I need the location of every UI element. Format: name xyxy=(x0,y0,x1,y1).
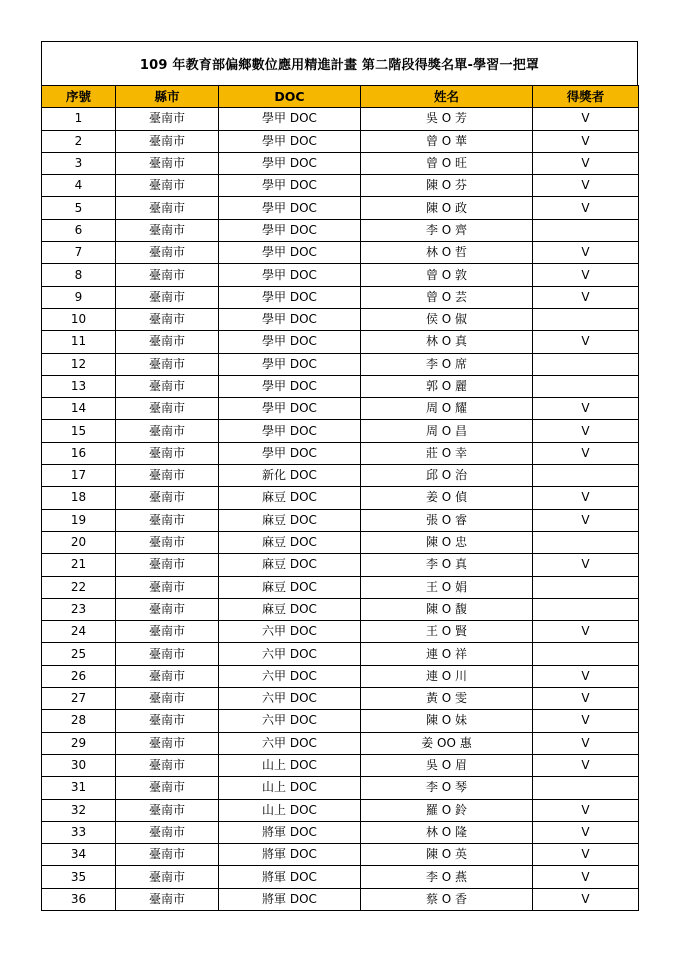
cell-name: 周 O 耀 xyxy=(361,398,533,420)
cell-winner-mark xyxy=(533,219,639,241)
cell-index: 20 xyxy=(42,531,116,553)
cell-winner-mark xyxy=(533,353,639,375)
cell-index: 22 xyxy=(42,576,116,598)
cell-index: 19 xyxy=(42,509,116,531)
table-row xyxy=(42,398,639,420)
cell-county: 臺南市 xyxy=(116,308,219,330)
cell-doc: 麻豆 DOC xyxy=(219,531,361,553)
cell-doc: 學甲 DOC xyxy=(219,375,361,397)
table-row xyxy=(42,732,639,754)
cell-doc: 麻豆 DOC xyxy=(219,554,361,576)
cell-index: 6 xyxy=(42,219,116,241)
cell-doc: 學甲 DOC xyxy=(219,398,361,420)
cell-winner-mark xyxy=(533,375,639,397)
table-row xyxy=(42,888,639,910)
cell-name: 曾 O 旺 xyxy=(361,152,533,174)
cell-county: 臺南市 xyxy=(116,130,219,152)
cell-county: 臺南市 xyxy=(116,888,219,910)
cell-doc: 山上 DOC xyxy=(219,799,361,821)
cell-winner-mark: V xyxy=(533,398,639,420)
cell-index: 29 xyxy=(42,732,116,754)
cell-winner-mark: V xyxy=(533,688,639,710)
cell-name: 陳 O 芬 xyxy=(361,175,533,197)
table-row xyxy=(42,598,639,620)
cell-doc: 山上 DOC xyxy=(219,754,361,776)
cell-name: 黃 O 雯 xyxy=(361,688,533,710)
table-body xyxy=(42,108,639,911)
award-table xyxy=(41,85,639,911)
cell-doc: 麻豆 DOC xyxy=(219,487,361,509)
table-row xyxy=(42,777,639,799)
cell-doc: 六甲 DOC xyxy=(219,688,361,710)
cell-doc: 學甲 DOC xyxy=(219,175,361,197)
table-header-row xyxy=(42,86,639,108)
cell-name: 陳 O 忠 xyxy=(361,531,533,553)
cell-winner-mark: V xyxy=(533,264,639,286)
cell-doc: 學甲 DOC xyxy=(219,286,361,308)
header-county: 縣市 xyxy=(116,86,219,108)
table-row xyxy=(42,465,639,487)
cell-index: 10 xyxy=(42,308,116,330)
table-row xyxy=(42,420,639,442)
table-row xyxy=(42,308,639,330)
cell-county: 臺南市 xyxy=(116,375,219,397)
cell-name: 吳 O 眉 xyxy=(361,754,533,776)
cell-doc: 學甲 DOC xyxy=(219,152,361,174)
cell-county: 臺南市 xyxy=(116,821,219,843)
cell-doc: 六甲 DOC xyxy=(219,621,361,643)
cell-name: 陳 O 馥 xyxy=(361,598,533,620)
cell-name: 連 O 川 xyxy=(361,665,533,687)
cell-winner-mark: V xyxy=(533,152,639,174)
cell-county: 臺南市 xyxy=(116,152,219,174)
table-row xyxy=(42,509,639,531)
cell-index: 14 xyxy=(42,398,116,420)
cell-doc: 山上 DOC xyxy=(219,777,361,799)
cell-name: 林 O 隆 xyxy=(361,821,533,843)
cell-doc: 學甲 DOC xyxy=(219,308,361,330)
cell-index: 8 xyxy=(42,264,116,286)
cell-name: 曾 O 芸 xyxy=(361,286,533,308)
table-row xyxy=(42,710,639,732)
cell-doc: 將軍 DOC xyxy=(219,821,361,843)
table-row xyxy=(42,219,639,241)
cell-doc: 學甲 DOC xyxy=(219,242,361,264)
cell-county: 臺南市 xyxy=(116,175,219,197)
cell-winner-mark: V xyxy=(533,175,639,197)
table-row xyxy=(42,487,639,509)
table-row xyxy=(42,375,639,397)
cell-winner-mark: V xyxy=(533,554,639,576)
cell-county: 臺南市 xyxy=(116,487,219,509)
cell-index: 28 xyxy=(42,710,116,732)
table-row xyxy=(42,621,639,643)
table-row xyxy=(42,754,639,776)
cell-index: 13 xyxy=(42,375,116,397)
cell-index: 7 xyxy=(42,242,116,264)
header-winner: 得獎者 xyxy=(533,86,639,108)
table-row xyxy=(42,286,639,308)
cell-name: 姜 O 偵 xyxy=(361,487,533,509)
table-row xyxy=(42,264,639,286)
cell-doc: 麻豆 DOC xyxy=(219,509,361,531)
cell-name: 姜 OO 惠 xyxy=(361,732,533,754)
cell-county: 臺南市 xyxy=(116,598,219,620)
cell-winner-mark: V xyxy=(533,286,639,308)
cell-index: 34 xyxy=(42,844,116,866)
cell-doc: 六甲 DOC xyxy=(219,665,361,687)
table-row xyxy=(42,197,639,219)
cell-name: 羅 O 鈴 xyxy=(361,799,533,821)
cell-county: 臺南市 xyxy=(116,286,219,308)
cell-winner-mark: V xyxy=(533,108,639,130)
cell-name: 曾 O 華 xyxy=(361,130,533,152)
table-row xyxy=(42,844,639,866)
cell-index: 1 xyxy=(42,108,116,130)
cell-winner-mark: V xyxy=(533,710,639,732)
cell-name: 陳 O 妹 xyxy=(361,710,533,732)
cell-doc: 六甲 DOC xyxy=(219,643,361,665)
cell-winner-mark: V xyxy=(533,821,639,843)
cell-winner-mark xyxy=(533,777,639,799)
cell-doc: 學甲 DOC xyxy=(219,420,361,442)
cell-doc: 麻豆 DOC xyxy=(219,598,361,620)
cell-winner-mark: V xyxy=(533,197,639,219)
header-index: 序號 xyxy=(42,86,116,108)
cell-index: 3 xyxy=(42,152,116,174)
cell-winner-mark: V xyxy=(533,621,639,643)
cell-index: 27 xyxy=(42,688,116,710)
cell-index: 12 xyxy=(42,353,116,375)
cell-doc: 將軍 DOC xyxy=(219,888,361,910)
cell-winner-mark: V xyxy=(533,442,639,464)
cell-name: 林 O 哲 xyxy=(361,242,533,264)
cell-index: 26 xyxy=(42,665,116,687)
cell-index: 35 xyxy=(42,866,116,888)
table-row xyxy=(42,442,639,464)
cell-index: 21 xyxy=(42,554,116,576)
cell-county: 臺南市 xyxy=(116,554,219,576)
cell-name: 陳 O 英 xyxy=(361,844,533,866)
cell-name: 林 O 真 xyxy=(361,331,533,353)
cell-county: 臺南市 xyxy=(116,442,219,464)
table-row xyxy=(42,242,639,264)
cell-doc: 學甲 DOC xyxy=(219,108,361,130)
cell-county: 臺南市 xyxy=(116,799,219,821)
cell-winner-mark xyxy=(533,308,639,330)
table-row xyxy=(42,152,639,174)
table-row xyxy=(42,866,639,888)
cell-doc: 學甲 DOC xyxy=(219,331,361,353)
cell-doc: 六甲 DOC xyxy=(219,710,361,732)
table-row xyxy=(42,108,639,130)
cell-doc: 學甲 DOC xyxy=(219,264,361,286)
cell-winner-mark: V xyxy=(533,888,639,910)
cell-name: 莊 O 幸 xyxy=(361,442,533,464)
cell-index: 32 xyxy=(42,799,116,821)
cell-index: 16 xyxy=(42,442,116,464)
cell-name: 李 O 燕 xyxy=(361,866,533,888)
cell-county: 臺南市 xyxy=(116,844,219,866)
cell-name: 曾 O 敦 xyxy=(361,264,533,286)
cell-index: 5 xyxy=(42,197,116,219)
cell-county: 臺南市 xyxy=(116,710,219,732)
cell-county: 臺南市 xyxy=(116,108,219,130)
cell-index: 4 xyxy=(42,175,116,197)
cell-county: 臺南市 xyxy=(116,576,219,598)
cell-doc: 六甲 DOC xyxy=(219,732,361,754)
cell-name: 王 O 賢 xyxy=(361,621,533,643)
document-title: 109 年教育部偏鄉數位應用精進計畫 第二階段得獎名單-學習一把罩 xyxy=(41,41,638,85)
cell-name: 郭 O 麗 xyxy=(361,375,533,397)
table-row xyxy=(42,175,639,197)
cell-county: 臺南市 xyxy=(116,754,219,776)
header-doc: DOC xyxy=(219,86,361,108)
cell-doc: 學甲 DOC xyxy=(219,353,361,375)
cell-name: 張 O 睿 xyxy=(361,509,533,531)
cell-index: 31 xyxy=(42,777,116,799)
cell-winner-mark xyxy=(533,598,639,620)
cell-winner-mark: V xyxy=(533,420,639,442)
cell-name: 吳 O 芳 xyxy=(361,108,533,130)
cell-doc: 將軍 DOC xyxy=(219,866,361,888)
table-row xyxy=(42,554,639,576)
cell-index: 30 xyxy=(42,754,116,776)
cell-county: 臺南市 xyxy=(116,331,219,353)
cell-name: 陳 O 政 xyxy=(361,197,533,219)
cell-name: 蔡 O 香 xyxy=(361,888,533,910)
table-row xyxy=(42,688,639,710)
cell-doc: 學甲 DOC xyxy=(219,130,361,152)
cell-index: 18 xyxy=(42,487,116,509)
cell-winner-mark: V xyxy=(533,242,639,264)
cell-index: 11 xyxy=(42,331,116,353)
cell-county: 臺南市 xyxy=(116,621,219,643)
cell-winner-mark: V xyxy=(533,799,639,821)
table-row xyxy=(42,665,639,687)
cell-doc: 新化 DOC xyxy=(219,465,361,487)
table-row xyxy=(42,331,639,353)
cell-county: 臺南市 xyxy=(116,465,219,487)
cell-county: 臺南市 xyxy=(116,242,219,264)
cell-index: 36 xyxy=(42,888,116,910)
cell-winner-mark: V xyxy=(533,509,639,531)
cell-winner-mark: V xyxy=(533,844,639,866)
cell-index: 9 xyxy=(42,286,116,308)
cell-name: 李 O 齊 xyxy=(361,219,533,241)
cell-county: 臺南市 xyxy=(116,531,219,553)
cell-name: 連 O 祥 xyxy=(361,643,533,665)
cell-name: 李 O 真 xyxy=(361,554,533,576)
cell-name: 侯 O 俶 xyxy=(361,308,533,330)
cell-index: 25 xyxy=(42,643,116,665)
cell-county: 臺南市 xyxy=(116,353,219,375)
cell-name: 邱 O 治 xyxy=(361,465,533,487)
cell-county: 臺南市 xyxy=(116,197,219,219)
cell-index: 33 xyxy=(42,821,116,843)
cell-winner-mark: V xyxy=(533,754,639,776)
table-row xyxy=(42,130,639,152)
table-row xyxy=(42,531,639,553)
table-row xyxy=(42,576,639,598)
cell-county: 臺南市 xyxy=(116,688,219,710)
cell-name: 李 O 席 xyxy=(361,353,533,375)
cell-index: 15 xyxy=(42,420,116,442)
cell-county: 臺南市 xyxy=(116,665,219,687)
table-row xyxy=(42,821,639,843)
cell-winner-mark xyxy=(533,643,639,665)
cell-winner-mark: V xyxy=(533,487,639,509)
cell-county: 臺南市 xyxy=(116,398,219,420)
cell-winner-mark xyxy=(533,531,639,553)
cell-county: 臺南市 xyxy=(116,777,219,799)
cell-doc: 學甲 DOC xyxy=(219,442,361,464)
cell-name: 周 O 昌 xyxy=(361,420,533,442)
cell-name: 王 O 娟 xyxy=(361,576,533,598)
cell-index: 17 xyxy=(42,465,116,487)
cell-doc: 將軍 DOC xyxy=(219,844,361,866)
cell-winner-mark: V xyxy=(533,866,639,888)
cell-county: 臺南市 xyxy=(116,643,219,665)
cell-county: 臺南市 xyxy=(116,732,219,754)
cell-winner-mark xyxy=(533,576,639,598)
cell-county: 臺南市 xyxy=(116,219,219,241)
cell-doc: 學甲 DOC xyxy=(219,197,361,219)
header-name: 姓名 xyxy=(361,86,533,108)
cell-county: 臺南市 xyxy=(116,509,219,531)
cell-winner-mark xyxy=(533,465,639,487)
cell-index: 24 xyxy=(42,621,116,643)
table-row xyxy=(42,353,639,375)
cell-winner-mark: V xyxy=(533,732,639,754)
cell-doc: 學甲 DOC xyxy=(219,219,361,241)
cell-county: 臺南市 xyxy=(116,264,219,286)
cell-winner-mark: V xyxy=(533,331,639,353)
cell-county: 臺南市 xyxy=(116,866,219,888)
table-row xyxy=(42,799,639,821)
cell-doc: 麻豆 DOC xyxy=(219,576,361,598)
cell-index: 2 xyxy=(42,130,116,152)
award-list-document xyxy=(41,41,638,911)
cell-index: 23 xyxy=(42,598,116,620)
table-row xyxy=(42,643,639,665)
cell-winner-mark: V xyxy=(533,665,639,687)
cell-winner-mark: V xyxy=(533,130,639,152)
cell-name: 李 O 琴 xyxy=(361,777,533,799)
cell-county: 臺南市 xyxy=(116,420,219,442)
